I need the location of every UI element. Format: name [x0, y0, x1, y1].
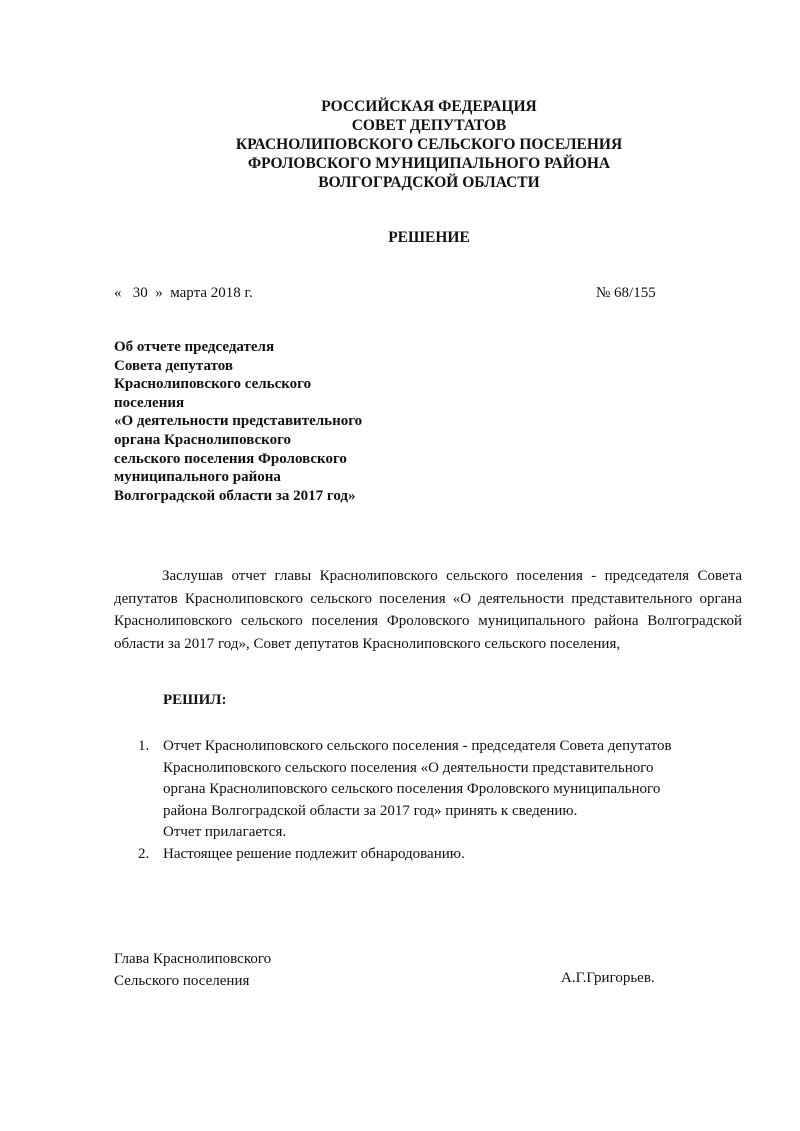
list-item-number: 2. — [138, 845, 150, 862]
document-header — [0, 97, 800, 192]
subject-line: Совета депутатов — [114, 357, 233, 374]
list-item-line: района Волгоградской области за 2017 год» принять к сведению. — [163, 802, 578, 819]
subject-line: Об отчете председателя — [114, 339, 275, 355]
preamble-paragraph: Заслушав отчет главы Краснолиповского сельского поселения - председателя Совета депутатов Краснолиповского сельского поселения «О деятельности представительного органа Краснолиповского сельского поселения Фроловского муниципального района Волгоградской области за 2017 год», Совет депутатов Краснолиповского сельского поселения, — [114, 568, 742, 652]
resolution-list — [138, 736, 738, 865]
list-item-line: Настоящее решение подлежит обнародованию. — [163, 845, 465, 862]
subject-line: поселения — [114, 394, 185, 411]
list-item-line: органа Краснолиповского сельского поселения Фроловского муниципального — [163, 781, 661, 797]
subject-line: органа Краснолиповского — [114, 431, 292, 448]
document-title: РЕШЕНИЕ — [388, 229, 470, 246]
list-item — [138, 844, 738, 866]
signature-position-line: Сельского поселения — [114, 973, 250, 989]
list-item — [138, 736, 738, 844]
list-item-line: Отчет прилагается. — [163, 824, 287, 840]
subject-line: Краснолиповского сельского — [114, 376, 312, 393]
signature-position — [114, 948, 271, 992]
header-line-country: РОССИЙСКАЯ ФЕДЕРАЦИЯ — [321, 98, 537, 115]
document-subject — [114, 338, 362, 505]
signature-name: А.Г.Григорьев. — [561, 970, 655, 986]
list-item-number: 1. — [138, 738, 150, 754]
header-line-district: ФРОЛОВСКОГО МУНИЦИПАЛЬНОГО РАЙОНА — [247, 155, 611, 172]
resolved-heading: РЕШИЛ: — [163, 692, 227, 708]
subject-line: «О деятельности представительного — [114, 413, 363, 430]
document-date: « 30 » марта 2018 г. — [114, 285, 253, 301]
subject-line: муниципального района — [114, 469, 281, 486]
header-line-settlement: КРАСНОЛИПОВСКОГО СЕЛЬСКОГО ПОСЕЛЕНИЯ — [235, 136, 623, 153]
signature-position-line: Глава Краснолиповского — [114, 951, 272, 967]
document-number: № 68/155 — [596, 285, 656, 301]
list-item-line: Отчет Краснолиповского сельского поселения - председателя Совета депутатов — [163, 738, 672, 754]
subject-line: сельского поселения Фроловского — [114, 450, 347, 467]
header-line-council: СОВЕТ ДЕПУТАТОВ — [351, 117, 507, 134]
list-item-line: Краснолиповского сельского поселения «О деятельности представительного — [163, 759, 654, 776]
header-line-region: ВОЛГОГРАДСКОЙ ОБЛАСТИ — [318, 174, 540, 191]
subject-line: Волгоградской области за 2017 год» — [114, 487, 356, 504]
